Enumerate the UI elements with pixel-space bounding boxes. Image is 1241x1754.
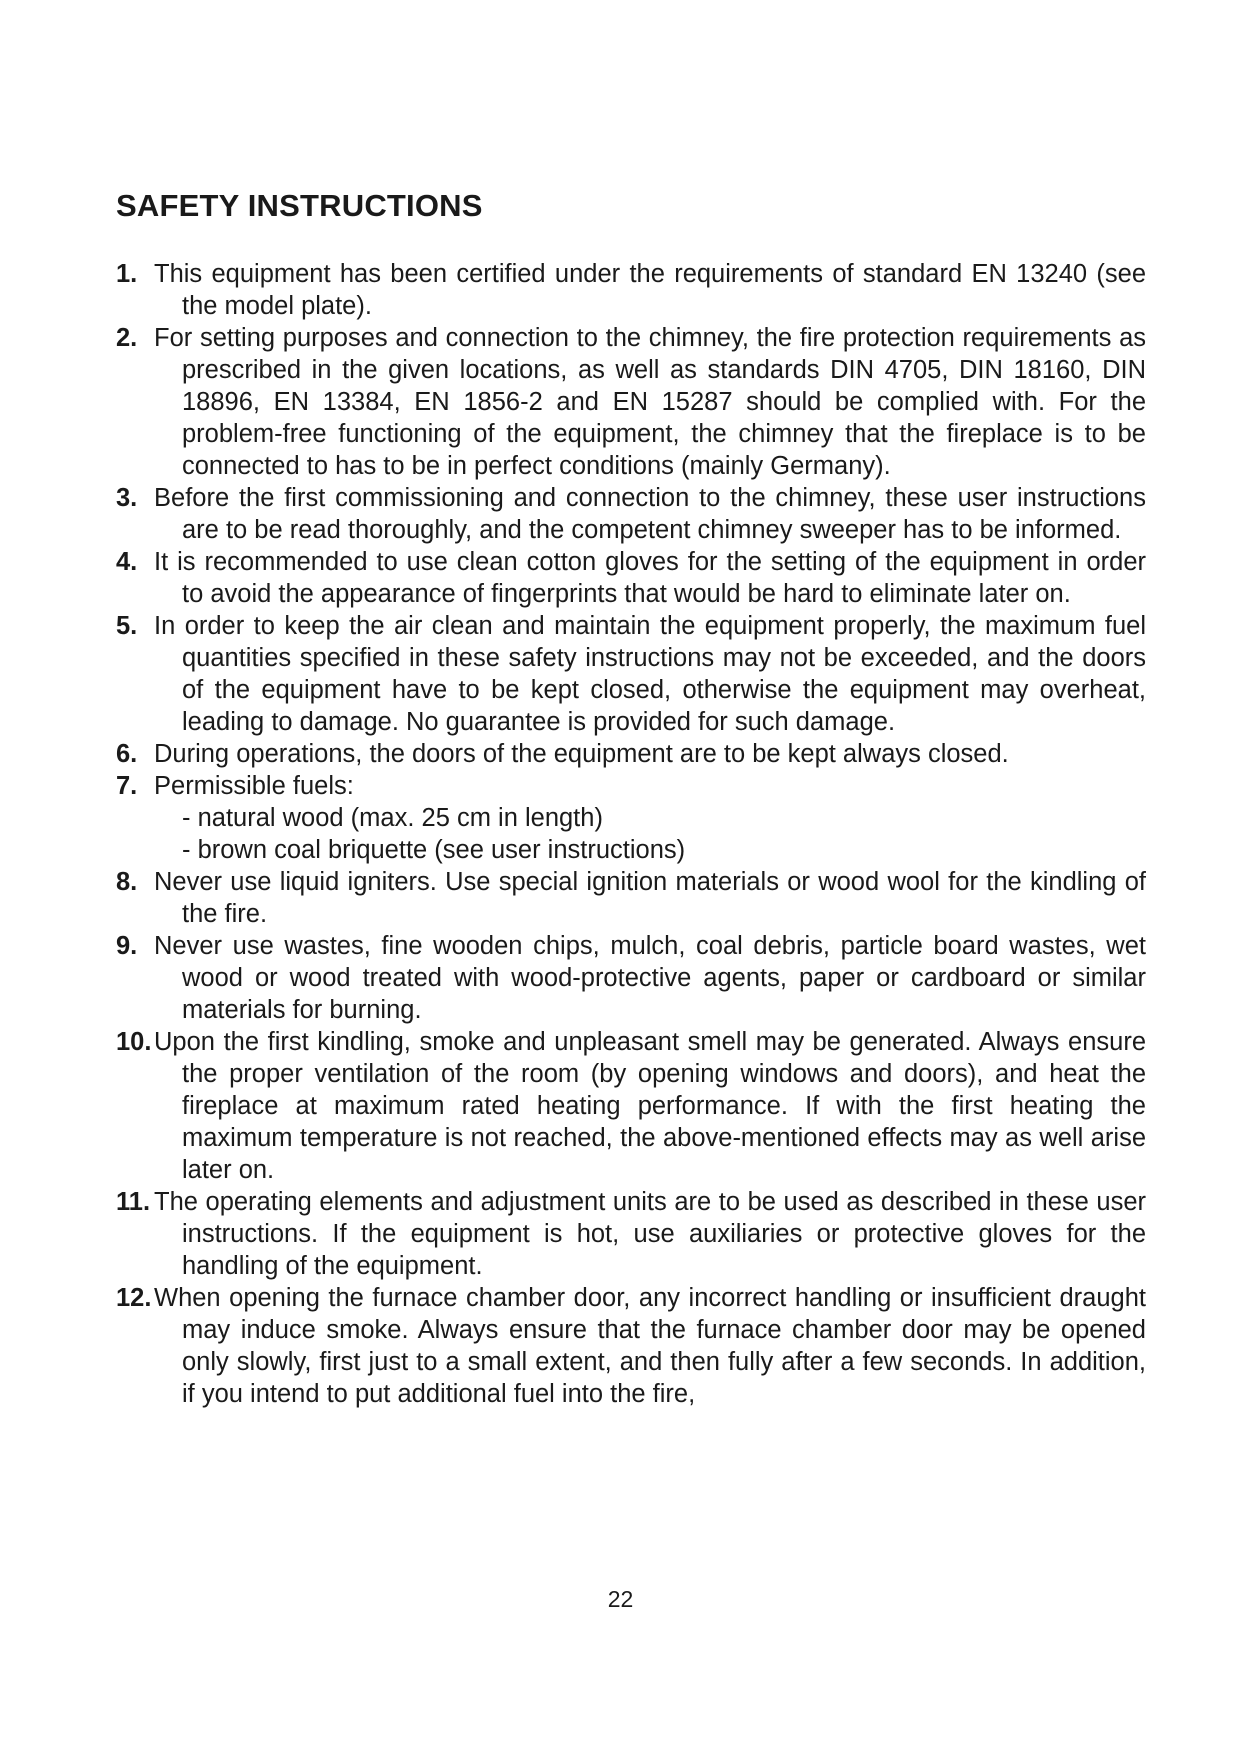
page-title: SAFETY INSTRUCTIONS [116,188,483,223]
list-item [116,866,1146,930]
item-number: 6. [116,740,138,768]
item-text: For setting purposes and connection to the chimney, the fire protection requirements as prescribed in the given locations, as well as standards DIN 4705, DIN 18160, DIN 18896, EN 13384, EN 1856-2 and EN 15287 should be complied with. For the problem-free functioning of the equipment, the chimney that the fireplace is to be connected to has to be in perfect conditions (mainly Germany). [154,324,1146,480]
list-item [116,258,1146,322]
item-number: 7. [116,772,138,800]
list-item [116,482,1146,546]
item-text: In order to keep the air clean and maintain the equipment properly, the maximum fuel quantities specified in these safety instructions may not be exceeded, and the doors of the equipment have to be kept closed, otherwise the equipment may overheat, leading to damage. No guarantee is provided for such damage. [154,612,1146,736]
item-text: Before the first commissioning and connection to the chimney, these user instructions are to be read thoroughly, and the competent chimney sweeper has to be informed. [154,484,1146,544]
item-text: During operations, the doors of the equipment are to be kept always closed. [154,740,1009,768]
item-text: When opening the furnace chamber door, any incorrect handling or insufficient draught may induce smoke. Always ensure that the furnace chamber door may be opened only slowly, first just to a small extent, and then fully after a few seconds. In addition, if you intend to put additional fuel into the fire, [154,1284,1146,1408]
list-item [116,546,1146,610]
list-item [116,738,1146,770]
list-item [116,1282,1146,1410]
page-number: 22 [607,1586,634,1612]
list-item [116,610,1146,738]
fuel-subitem: - brown coal briquette (see user instructions) [182,836,686,864]
item-text: Upon the first kindling, smoke and unpleasant smell may be generated. Always ensure the proper ventilation of the room (by opening windows and doors), and heat the fireplace at maximum rated heating performance. If with the first heating the maximum temperature is not reached, the above-mentioned effects may as well arise later on. [154,1028,1146,1184]
item-number: 12. [116,1284,152,1312]
list-item [116,1186,1146,1282]
item-text: Permissible fuels: [154,772,354,800]
list-item [116,322,1146,482]
item-text: This equipment has been certified under the requirements of standard EN 13240 (see the model plate). [154,260,1146,320]
safety-instructions-list [116,258,1146,1410]
item-number: 1. [116,260,138,288]
list-item [116,770,1146,866]
item-number: 2. [116,324,138,352]
item-number: 5. [116,612,138,640]
item-number: 11. [116,1188,151,1216]
fuel-subitem: - natural wood (max. 25 cm in length) [182,804,603,832]
item-text: Never use liquid igniters. Use special ignition materials or wood wool for the kindling of the fire. [154,868,1146,928]
item-text: It is recommended to use clean cotton gloves for the setting of the equipment in order to avoid the appearance of fingerprints that would be hard to eliminate later on. [154,548,1146,608]
item-number: 9. [116,932,138,960]
list-item [116,1026,1146,1186]
item-number: 10. [116,1028,152,1056]
list-item [116,930,1146,1026]
item-number: 4. [116,548,138,576]
item-number: 8. [116,868,138,896]
item-number: 3. [116,484,138,512]
item-text: The operating elements and adjustment units are to be used as described in these user instructions. If the equipment is hot, use auxiliaries or protective gloves for the handling of the equipment. [154,1188,1146,1280]
item-text: Never use wastes, fine wooden chips, mulch, coal debris, particle board wastes, wet wood or wood treated with wood-protective agents, paper or cardboard or similar materials for burning. [154,932,1146,1024]
